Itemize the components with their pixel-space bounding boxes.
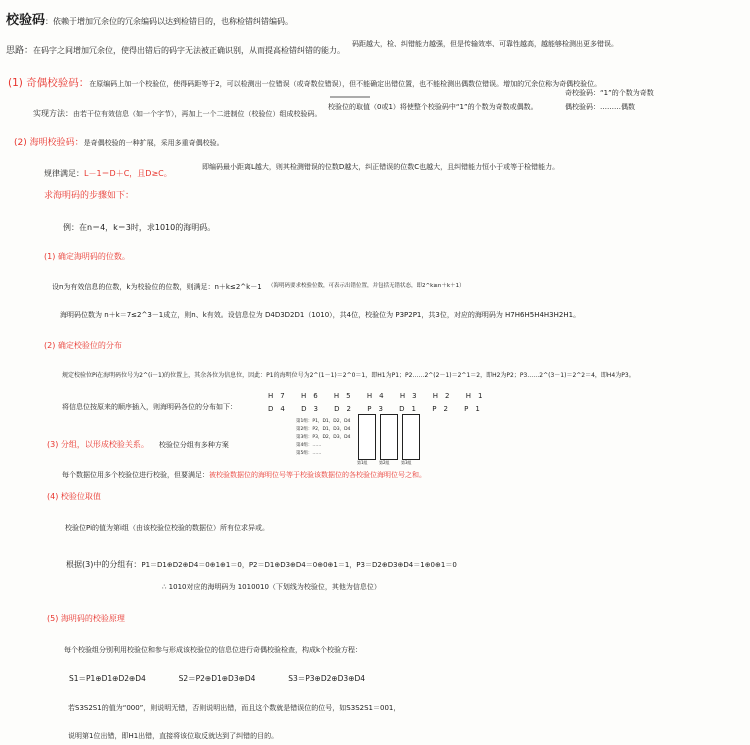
steps-example: 例：在n＝4，k＝3时，求1010的海明码。: [63, 223, 216, 232]
layout-p-2: D3: [301, 405, 325, 413]
step1-body: 设n为有效信息的位数，k为校验位的位数，则满足：n＋k≤2^k－1: [52, 283, 262, 291]
step4-detail-line: [66, 554, 457, 570]
diagram-row-1: 第1组：P1，D1，D2，D4: [296, 419, 351, 424]
step3-line: [47, 434, 229, 450]
idea-label: 思路：: [6, 46, 34, 56]
step2-tail: 将信息位按原来的顺序插入，则海明码各位的分布如下：: [62, 403, 237, 411]
step5-eq1: S1＝P1⊕D1⊕D2⊕D4: [69, 674, 146, 683]
parity-odd-note: 奇校验码：“1”的个数为奇数: [565, 89, 654, 97]
step4-detail: P1＝D1⊕D2⊕D4＝0⊕1⊕1＝0，P2＝D1⊕D3⊕D4＝0⊕0⊕1＝1，P3＝D2⊕D3⊕D4＝1⊕0⊕1＝0: [141, 561, 457, 569]
idea-line: [6, 40, 345, 56]
step3-detail-line: [62, 464, 426, 480]
page-title-line: [6, 11, 293, 27]
hamming-title-tail: 是奇偶校验的一种扩展，采用多重奇偶校验。: [83, 139, 224, 147]
step5-tail: 说明第1位出错，即H1出错，直接将该位取反就达到了纠错的目的。: [68, 732, 279, 740]
diagram-box-1: [358, 414, 376, 460]
layout-h-1: H7: [268, 392, 292, 400]
hamming-rule-line: [44, 163, 172, 179]
step4-result: ∴ 1010对应的海明码为 1010010（下划线为校验位，其他为信息位）: [162, 583, 381, 591]
step3-body: 校验位分组有多种方案: [158, 441, 229, 449]
diagram-row-5: 第5组：……: [296, 451, 322, 456]
hamming-rule-tail: 即编码最小距离L越大，则其检测错误的位数D越大，纠正错误的位数C也越大，且纠错能力恒小于或等于检错能力。: [202, 163, 560, 171]
hamming-title: (2) 海明校验码：: [14, 138, 84, 148]
parity-heading-line: [8, 73, 601, 89]
layout-p-3: D2: [334, 405, 358, 413]
layout-p-6: P2: [432, 405, 455, 413]
layout-h-7: H1: [465, 392, 490, 400]
parity-method-tail: 校验位的取值（0或1）将使整个校验码中“1”的个数为奇数或偶数。: [328, 103, 538, 111]
step3-detail: 每个数据位用多个校验位进行校验，但要满足：: [62, 471, 209, 479]
layout-h-6: H2: [432, 392, 457, 400]
hamming-heading-line: [14, 132, 224, 148]
step1-title: (1) 确定海明码的位数。: [44, 252, 130, 261]
parity-title: (1) 奇偶校验码：: [8, 77, 90, 89]
layout-p-1: D4: [268, 405, 292, 413]
step1-detail: 海明码位数为 n＋k＝7≤2^3－1成立，则n、k有效。设信息位为 D4D3D2D1（1010），共4位，校验位为 P3P2P1，共3位，对应的海明码为 H7H6H5H4H3H2H1。: [60, 311, 581, 319]
step5-title: (5) 海明码的校验原理: [47, 614, 125, 623]
step5-body: 每个校验组分别利用校验位和参与形成该校验位的信息位进行奇偶校验检查，构成k个校验方程：: [64, 646, 363, 654]
step3-red: 被校验数据位的海明位号等于校验该数据位的各校验位海明位号之和。: [209, 471, 426, 479]
diagram-row-2: 第2组：P2，D1，D3，D4: [296, 427, 351, 432]
layout-p-5: D1: [399, 405, 423, 413]
step4-body: 校验位Pi的值为第i组（由该校验位校验的数据位）所有位求异或。: [65, 524, 269, 532]
grouping-diagram: [296, 414, 446, 464]
step2-title: (2) 确定校验位的分布: [44, 341, 122, 350]
steps-title: 求海明码的步骤如下：: [44, 191, 135, 201]
hamming-rule-label: 规律满足：: [44, 169, 84, 178]
diagram-box-label-3: 第3组: [401, 460, 412, 465]
step5-eq3: S3＝P3⊕D2⊕D3⊕D4: [288, 674, 366, 683]
step1-note: （海明码要求校验位数，可表示出错位置，并包括无错状态，即2^k≥n＋k＋1）: [268, 283, 465, 289]
diagram-row-4: 第4组：……: [296, 443, 322, 448]
step2-body: 规定校验位Pi在海明码位号为2^(i－1)的位置上，其余各位为信息位，因此：P1的海明位号为2^(1－1)＝2^0＝1，即H1为P1；P2……2^(2－1)＝2^1＝2，即H2为P2；P3……2^(3－1)＝2^2＝4，即H4为P3。: [62, 372, 635, 379]
step4-title: (4) 校验位取值: [47, 492, 101, 501]
step4-detail-label: 根据(3)中的分组有：: [66, 560, 142, 569]
idea-text: 在码字之间增加冗余位，使得出错后的码字无法被正确识别，从而提高检错纠错的能力。: [33, 46, 346, 55]
parity-even-note: 偶校验码：………偶数: [565, 103, 635, 111]
step5-result: 若S3S2S1的值为“000”，则说明无错，否则说明出错，而且这个数就是错误位的位号，如S3S2S1＝001，: [68, 704, 401, 712]
layout-p-row: [268, 406, 487, 413]
diagram-box-label-1: 第1组: [357, 460, 368, 465]
step5-eq2: S2＝P2⊕D1⊕D3⊕D4: [178, 674, 256, 683]
diagram-box-3: [402, 414, 420, 460]
page-intro: ：依赖于增加冗余位的冗余编码以达到检错目的，也称检错纠错编码。: [45, 17, 294, 26]
diagram-box-label-2: 第2组: [379, 460, 390, 465]
diagram-box-2: [380, 414, 398, 460]
layout-p-7: P1: [464, 405, 487, 413]
hamming-rule: L－1＝D＋C，且D≥C。: [84, 169, 172, 178]
layout-h-row: [268, 393, 489, 400]
layout-p-4: P3: [367, 405, 390, 413]
parity-method-label: 实现方法：: [33, 109, 73, 118]
layout-h-2: H6: [300, 392, 325, 400]
page-title: 校验码: [6, 13, 46, 28]
idea-tail: 码距越大，检、纠错能力越强，但是传输效率、可靠性越高，越能够检测出更多错误。: [352, 40, 618, 48]
layout-h-5: H3: [399, 392, 424, 400]
layout-h-3: H5: [333, 392, 358, 400]
parity-method: 由若干位有效信息（如一个字节），再加上一个二进制位（校验位）组成校验码。: [73, 110, 322, 118]
diagram-row-3: 第3组：P3，D2，D3，D4: [296, 435, 351, 440]
parity-method-line: [33, 103, 322, 119]
step3-title: (3) 分组，以形成校验关系。: [47, 440, 149, 449]
layout-h-4: H4: [366, 392, 391, 400]
parity-body: 在原编码上加一个校验位，使得码距等于2，可以检测出一位错误（或奇数位错误），但不能确定出错位置，也不能检测出偶数位错误。增加的冗余位称为奇偶校验位。: [89, 80, 602, 88]
step5-equations: [69, 675, 365, 683]
